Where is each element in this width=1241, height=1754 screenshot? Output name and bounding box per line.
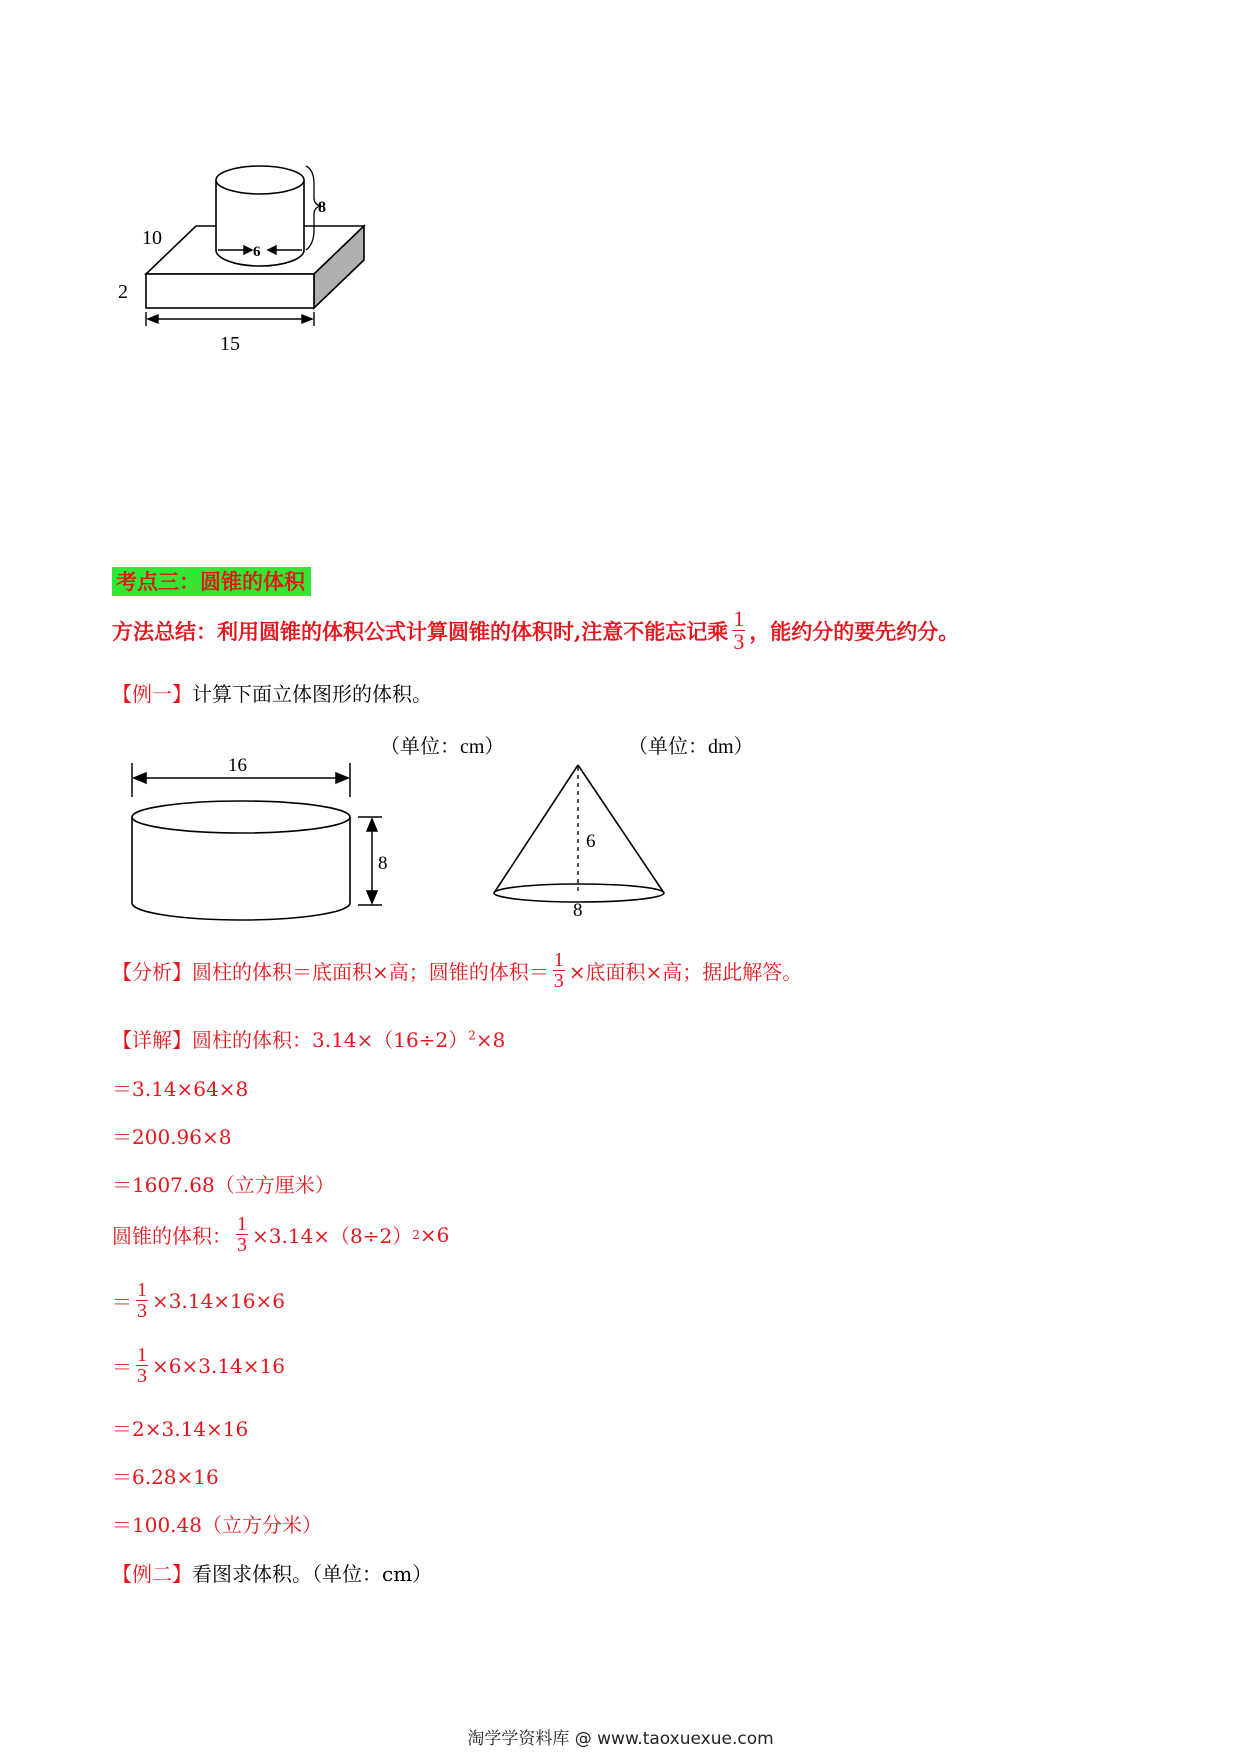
example1-text: 计算下面立体图形的体积。	[192, 682, 432, 706]
example2	[112, 1558, 432, 1587]
cone-fraction	[236, 1214, 248, 1255]
fig1-label-10: 10	[142, 227, 162, 249]
section-heading	[112, 566, 311, 596]
cone-tail: ×6	[419, 1222, 450, 1247]
fraction-denominator: 3	[553, 970, 564, 992]
method-suffix: ，能约分的要先约分。	[749, 618, 960, 644]
analysis-text-b: ×底面积×高；据此解答。	[568, 960, 803, 984]
analysis	[112, 950, 802, 991]
footer: 淘学学资料库 @ www.taoxuexue.com	[467, 1729, 774, 1749]
solution-line1-text: 圆柱的体积：3.14×（16÷2）	[192, 1028, 469, 1052]
analysis-tag: 【分析】	[112, 960, 192, 984]
solution-line1	[112, 1024, 505, 1053]
solution-line3: ＝200.96×8	[112, 1125, 232, 1149]
cone-height-label: 6	[586, 831, 596, 852]
section-heading-text: 考点三：圆锥的体积	[112, 567, 311, 596]
equals: ＝	[112, 1355, 132, 1379]
solution-tag: 【详解】	[112, 1028, 192, 1052]
example2-tag: 【例二】	[112, 1562, 192, 1586]
cone-diameter-label: 8	[573, 900, 583, 921]
method-prefix: 方法总结：利用圆锥的体积公式计算圆锥的体积时,注意不能忘记乘	[112, 618, 729, 644]
cone-fraction	[136, 1345, 148, 1386]
fraction-numerator: 1	[237, 1213, 247, 1235]
equals: ＝	[112, 1290, 132, 1314]
fraction-denominator: 3	[137, 1365, 147, 1387]
cone-expr: ×3.14×（8÷2）	[252, 1224, 413, 1248]
fraction-numerator: 1	[137, 1344, 147, 1366]
cone-line1	[112, 1214, 449, 1255]
fig1-label-2: 2	[118, 281, 128, 303]
cone-line2	[112, 1280, 285, 1321]
fraction-denominator: 3	[237, 1234, 247, 1256]
unit-dm: （单位：dm）	[628, 736, 754, 758]
solution-line4: ＝1607.68（立方厘米）	[112, 1173, 335, 1197]
solution-line2: ＝3.14×64×8	[112, 1077, 249, 1101]
fraction-numerator: 1	[733, 606, 745, 631]
cone-l3-expr: ×6×3.14×16	[152, 1353, 285, 1378]
solution-line1-tail: ×8	[475, 1028, 506, 1052]
fraction-numerator: 1	[553, 949, 564, 971]
figure-cylinder-and-cone	[110, 725, 770, 925]
fig1-label-15: 15	[220, 333, 240, 355]
cone-line3	[112, 1345, 285, 1386]
example2-text: 看图求体积。（单位：cm）	[192, 1562, 433, 1586]
cone-line6: ＝100.48（立方分米）	[112, 1513, 322, 1537]
cone-label: 圆锥的体积：	[112, 1224, 232, 1248]
figure-cylinder-on-cuboid	[110, 160, 410, 400]
example1	[112, 678, 432, 707]
fraction-denominator: 3	[137, 1300, 147, 1322]
example1-tag: 【例一】	[112, 682, 192, 706]
fig1-label-8: 8	[318, 199, 326, 216]
cyl-height-label: 8	[378, 853, 388, 874]
fraction-denominator: 3	[733, 629, 745, 654]
exponent: 2	[412, 1227, 420, 1242]
cone-line5: ＝6.28×16	[112, 1465, 219, 1489]
cone-l2-expr: ×3.14×16×6	[152, 1288, 285, 1313]
cyl-diameter-label: 16	[228, 755, 247, 776]
fraction-numerator: 1	[137, 1279, 147, 1301]
analysis-fraction	[553, 950, 565, 991]
cone-line4: ＝2×3.14×16	[112, 1417, 249, 1441]
method-summary	[112, 608, 959, 653]
fig1-label-6: 6	[253, 244, 261, 260]
cone-fraction	[136, 1280, 148, 1321]
unit-cm: （单位：cm）	[380, 736, 505, 758]
method-fraction	[732, 608, 745, 653]
exponent: 2	[468, 1028, 476, 1043]
analysis-text-a: 圆柱的体积＝底面积×高；圆锥的体积＝	[192, 960, 549, 984]
